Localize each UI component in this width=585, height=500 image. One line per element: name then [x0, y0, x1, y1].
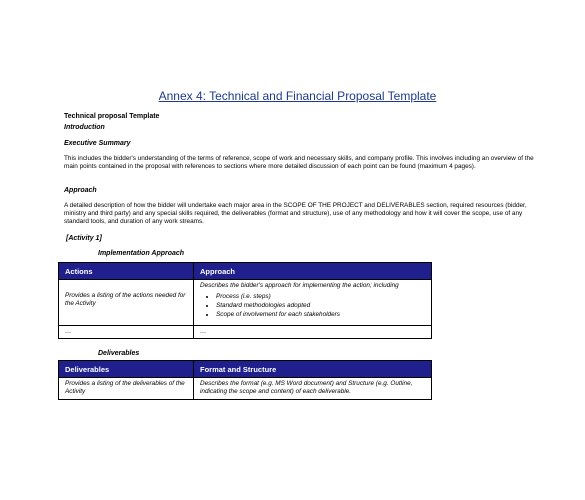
deliverables-heading: Deliverables: [98, 350, 140, 357]
approach-bullet-list: [200, 292, 425, 319]
implementation-header-row: [59, 263, 432, 280]
implementation-table: [58, 262, 432, 339]
header-approach: Approach: [194, 263, 432, 280]
cell-approach: [194, 280, 432, 326]
subtitle: Technical proposal Template: [64, 113, 160, 120]
document-title: Annex 4: Technical and Financial Proposal Template: [158, 89, 437, 103]
deliverables-table: [58, 360, 432, 400]
activity-label: [Activity 1]: [66, 235, 102, 242]
header-format-structure: Format and Structure: [194, 361, 432, 378]
executive-summary-heading: Executive Summary: [64, 140, 131, 147]
table-row: [59, 378, 432, 400]
cell-format: Describes the format (e.g. MS Word document) and Structure (e.g. Outline, indicating the scope and content) of each deliverable.: [194, 378, 432, 400]
table-row: [59, 326, 432, 339]
cell-action: …: [59, 326, 194, 339]
list-item: • Scope of involvement for each stakeholders: [216, 310, 425, 319]
introduction-heading: Introduction: [64, 124, 105, 131]
deliverables-header-row: [59, 361, 432, 378]
approach-heading: Approach: [64, 187, 97, 194]
header-deliverables: Deliverables: [59, 361, 194, 378]
implementation-heading: Implementation Approach: [98, 250, 185, 257]
list-item: • Standard methodologies adopted: [216, 301, 425, 310]
cell-deliverable: Provides a listing of the deliverables of the Activity: [59, 378, 194, 400]
table-row: [59, 280, 432, 326]
list-item: • Process (i.e. steps): [216, 292, 425, 301]
cell-action: Provides a listing of the actions needed for the Activity: [59, 280, 194, 326]
cell-approach: …: [194, 326, 432, 339]
executive-summary-text: This includes the bidder's understanding of the terms of reference, scope of work and necessary skills, and company profile. This involves including an overview of the main points contained in the proposal with references to sections where more detailed discussion of each point can be found (maximum 4 pages).: [64, 155, 534, 171]
approach-text: A detailed description of how the bidder will undertake each major area in the SCOPE OF THE PROJECT and DELIVERABLES section, required resources (bidder, ministry and third party) and any special skills required, the deliverables (format and structure), use of any methodology and how it will cover the scope, use of any standard tools, and duration of any work streams.: [64, 202, 527, 226]
header-actions: Actions: [59, 263, 194, 280]
approach-intro: Describes the bidder's approach for implementing the action; including: [200, 282, 399, 289]
